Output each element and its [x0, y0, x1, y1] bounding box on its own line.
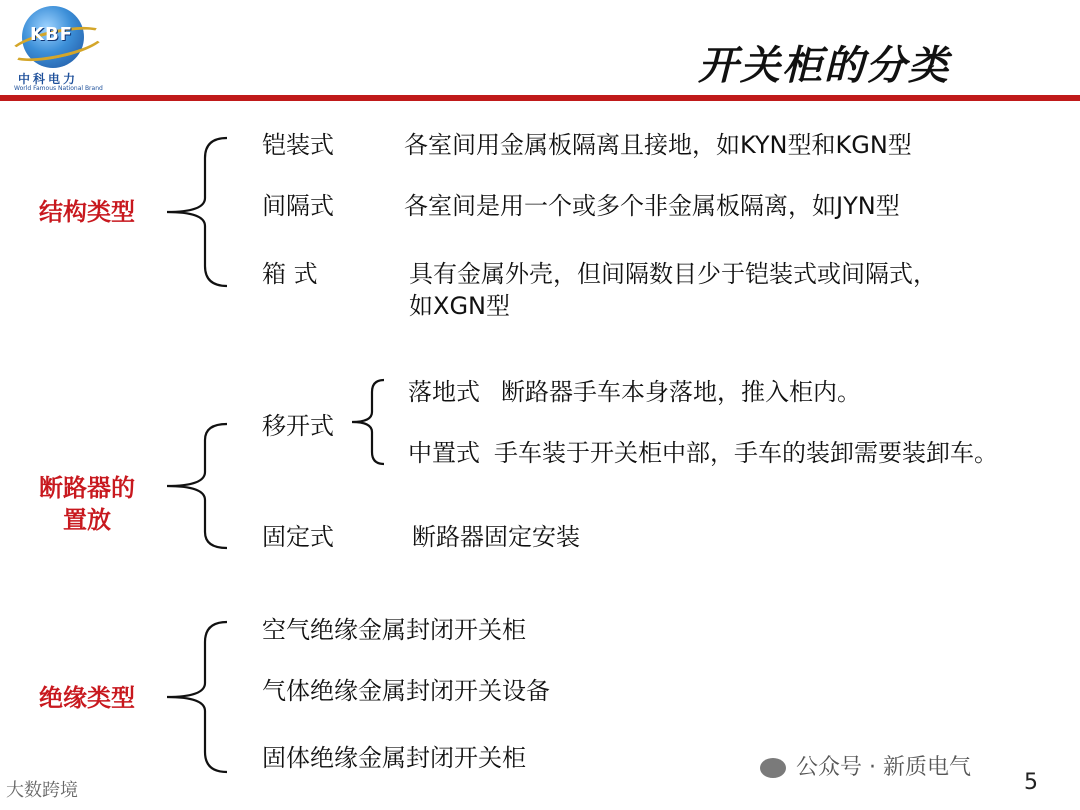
logo-abbr: KBF [30, 24, 73, 45]
logo-en: World Famous National Brand [14, 85, 103, 92]
category-insulation: 绝缘类型 [39, 684, 135, 712]
desc-compartment: 各室间是用一个或多个非金属板隔离，如JYN型 [404, 192, 900, 220]
item-movable: 移开式 [262, 412, 334, 440]
page-number: 5 [1024, 770, 1038, 795]
desc-floor: 断路器手车本身落地，推入柜内。 [501, 378, 861, 406]
wechat-watermark-text: 公众号 · 新质电气 [796, 755, 971, 780]
desc-middle: 手车装于开关柜中部，手车的装卸需要装卸车。 [494, 439, 998, 467]
category-placement-line2: 置放 [63, 506, 111, 534]
item-solid-insulated: 固体绝缘金属封闭开关柜 [262, 744, 526, 772]
brace-placement [165, 422, 235, 550]
item-armored: 铠装式 [262, 131, 334, 159]
item-box: 箱 式 [262, 260, 318, 288]
desc-armored: 各室间用金属板隔离且接地，如KYN型和KGN型 [404, 131, 912, 159]
brace-insulation [165, 620, 235, 774]
item-middle: 中置式 [408, 439, 480, 467]
desc-fixed: 断路器固定安装 [412, 523, 580, 551]
category-placement-line1: 断路器的 [39, 474, 135, 502]
desc-box-line1: 具有金属外壳，但间隔数目少于铠装式或间隔式， [409, 260, 937, 288]
corner-watermark: 大数跨境 [6, 780, 78, 801]
wechat-icon [760, 758, 786, 778]
page-title: 开关柜的分类 [698, 43, 950, 89]
item-gas-insulated: 气体绝缘金属封闭开关设备 [262, 677, 550, 705]
item-air-insulated: 空气绝缘金属封闭开关柜 [262, 616, 526, 644]
title-divider [0, 95, 1080, 101]
item-compartment: 间隔式 [262, 192, 334, 220]
item-fixed: 固定式 [262, 523, 334, 551]
desc-box-line2: 如XGN型 [409, 292, 510, 320]
category-placement [22, 472, 152, 536]
brace-movable [350, 378, 390, 466]
category-structure: 结构类型 [39, 198, 135, 226]
brace-structure [165, 136, 235, 288]
logo-cn: 中科电力 [18, 72, 79, 86]
item-floor: 落地式 [408, 378, 480, 406]
wechat-watermark [760, 750, 971, 781]
